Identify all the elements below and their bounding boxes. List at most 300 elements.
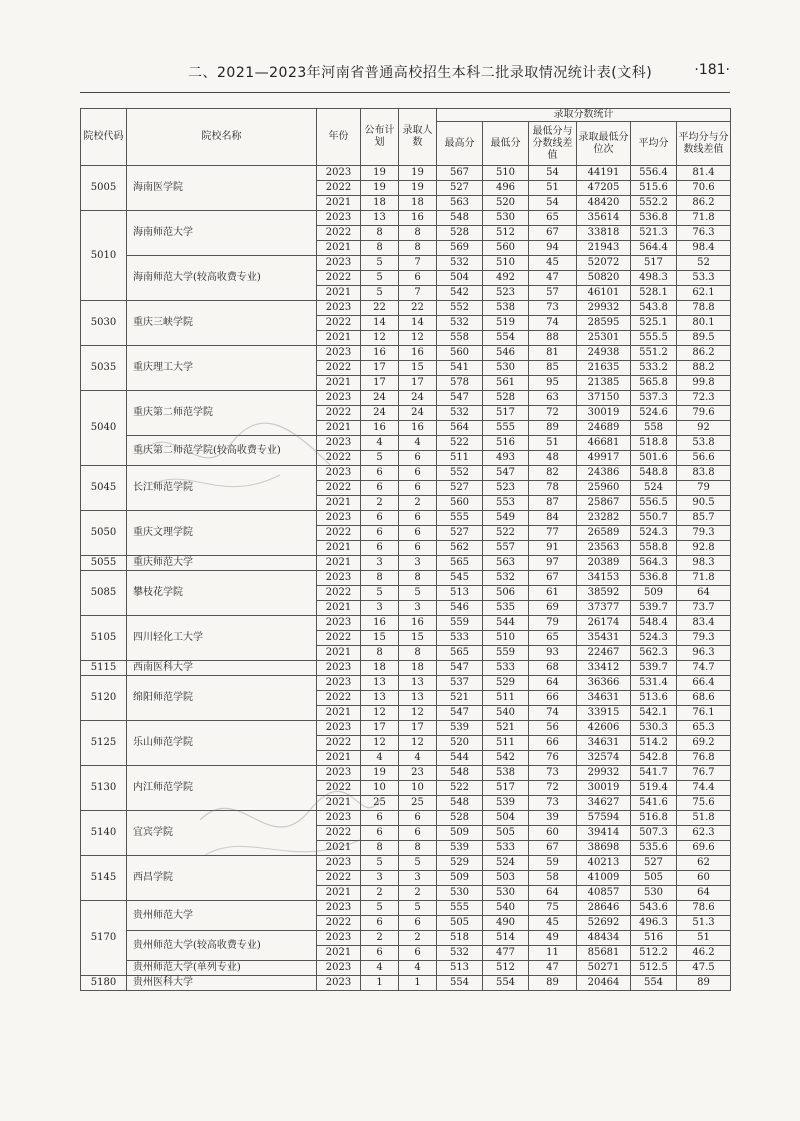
- cell-admitted: 5: [399, 856, 437, 871]
- cell-year: 2022: [317, 361, 361, 376]
- cell-max: 504: [437, 271, 483, 286]
- cell-plan: 22: [361, 301, 399, 316]
- cell-admitted: 16: [399, 616, 437, 631]
- cell-min-diff: 68: [529, 661, 577, 676]
- cell-avg: 518.8: [631, 436, 677, 451]
- cell-min-diff: 76: [529, 751, 577, 766]
- cell-max: 569: [437, 241, 483, 256]
- cell-avg-diff: 64: [677, 886, 731, 901]
- cell-avg-diff: 76.8: [677, 751, 731, 766]
- cell-min-rank: 26174: [577, 616, 631, 631]
- cell-min: 512: [483, 226, 529, 241]
- cell-admitted: 16: [399, 346, 437, 361]
- cell-min-rank: 22467: [577, 646, 631, 661]
- cell-code: 5010: [81, 211, 127, 301]
- cell-min-diff: 93: [529, 646, 577, 661]
- cell-name: 攀枝花学院: [127, 571, 317, 616]
- cell-plan: 2: [361, 886, 399, 901]
- cell-admitted: 3: [399, 601, 437, 616]
- cell-avg-diff: 96.3: [677, 646, 731, 661]
- cell-min: 511: [483, 691, 529, 706]
- cell-name: 海南师范大学(较高收费专业): [127, 256, 317, 301]
- cell-min-rank: 25301: [577, 331, 631, 346]
- cell-min: 533: [483, 841, 529, 856]
- table-row: [81, 961, 731, 976]
- cell-max: 565: [437, 646, 483, 661]
- cell-admitted: 5: [399, 901, 437, 916]
- cell-avg: 512.5: [631, 961, 677, 976]
- cell-plan: 6: [361, 526, 399, 541]
- cell-min-rank: 21635: [577, 361, 631, 376]
- cell-max: 518: [437, 931, 483, 946]
- cell-admitted: 8: [399, 241, 437, 256]
- cell-year: 2022: [317, 481, 361, 496]
- cell-max: 522: [437, 436, 483, 451]
- cell-admitted: 2: [399, 886, 437, 901]
- cell-year: 2021: [317, 376, 361, 391]
- cell-avg: 505: [631, 871, 677, 886]
- cell-min: 547: [483, 466, 529, 481]
- cell-plan: 1: [361, 976, 399, 991]
- cell-avg: 543.8: [631, 301, 677, 316]
- cell-plan: 13: [361, 691, 399, 706]
- cell-admitted: 6: [399, 826, 437, 841]
- cell-max: 528: [437, 226, 483, 241]
- cell-admitted: 6: [399, 481, 437, 496]
- cell-avg-diff: 89: [677, 976, 731, 991]
- cell-min: 540: [483, 901, 529, 916]
- cell-min: 493: [483, 451, 529, 466]
- table-row: [81, 976, 731, 991]
- cell-min-diff: 74: [529, 316, 577, 331]
- cell-admitted: 4: [399, 961, 437, 976]
- cell-plan: 18: [361, 196, 399, 211]
- table-row: [81, 256, 731, 271]
- cell-plan: 6: [361, 481, 399, 496]
- cell-admitted: 23: [399, 766, 437, 781]
- cell-max: 529: [437, 856, 483, 871]
- cell-min-diff: 66: [529, 691, 577, 706]
- cell-min: 553: [483, 496, 529, 511]
- cell-min-diff: 72: [529, 406, 577, 421]
- cell-year: 2021: [317, 496, 361, 511]
- cell-avg-diff: 76.7: [677, 766, 731, 781]
- cell-min: 514: [483, 931, 529, 946]
- cell-avg: 496.3: [631, 916, 677, 931]
- cell-year: 2023: [317, 466, 361, 481]
- cell-max: 532: [437, 316, 483, 331]
- cell-code: 5045: [81, 466, 127, 511]
- cell-year: 2023: [317, 661, 361, 676]
- cell-min-diff: 47: [529, 961, 577, 976]
- cell-avg: 531.4: [631, 676, 677, 691]
- cell-name: 重庆文理学院: [127, 511, 317, 556]
- cell-code: 5180: [81, 976, 127, 991]
- cell-avg-diff: 62: [677, 856, 731, 871]
- cell-min-diff: 59: [529, 856, 577, 871]
- cell-max: 563: [437, 196, 483, 211]
- cell-max: 527: [437, 526, 483, 541]
- cell-min-diff: 45: [529, 256, 577, 271]
- cell-year: 2022: [317, 736, 361, 751]
- cell-plan: 19: [361, 181, 399, 196]
- cell-min-rank: 46101: [577, 286, 631, 301]
- cell-admitted: 6: [399, 811, 437, 826]
- cell-min: 524: [483, 856, 529, 871]
- cell-max: 511: [437, 451, 483, 466]
- cell-name: 四川轻化工大学: [127, 616, 317, 661]
- cell-year: 2021: [317, 196, 361, 211]
- cell-plan: 16: [361, 421, 399, 436]
- cell-name: 长江师范学院: [127, 466, 317, 511]
- cell-min-rank: 35431: [577, 631, 631, 646]
- cell-min-rank: 25960: [577, 481, 631, 496]
- cell-admitted: 6: [399, 271, 437, 286]
- cell-year: 2022: [317, 406, 361, 421]
- cell-plan: 2: [361, 496, 399, 511]
- cell-min: 555: [483, 421, 529, 436]
- cell-min-diff: 48: [529, 451, 577, 466]
- cell-min-diff: 64: [529, 676, 577, 691]
- cell-admitted: 18: [399, 661, 437, 676]
- cell-min-diff: 73: [529, 301, 577, 316]
- cell-avg: 516.8: [631, 811, 677, 826]
- cell-min-rank: 30019: [577, 406, 631, 421]
- cell-min-diff: 97: [529, 556, 577, 571]
- cell-year: 2023: [317, 571, 361, 586]
- cell-max: 532: [437, 406, 483, 421]
- cell-avg-diff: 79.3: [677, 631, 731, 646]
- cell-plan: 8: [361, 226, 399, 241]
- cell-year: 2022: [317, 826, 361, 841]
- cell-plan: 4: [361, 961, 399, 976]
- admissions-table: [80, 108, 731, 991]
- cell-min-diff: 85: [529, 361, 577, 376]
- cell-max: 562: [437, 541, 483, 556]
- col-avg-diff: 平均分与分数线差值: [677, 122, 731, 166]
- cell-avg: 541.6: [631, 796, 677, 811]
- cell-min-diff: 63: [529, 391, 577, 406]
- cell-admitted: 24: [399, 406, 437, 421]
- cell-min-rank: 29932: [577, 766, 631, 781]
- cell-min-diff: 78: [529, 481, 577, 496]
- cell-year: 2021: [317, 646, 361, 661]
- cell-avg: 517: [631, 256, 677, 271]
- cell-avg-diff: 90.5: [677, 496, 731, 511]
- cell-name: 西昌学院: [127, 856, 317, 901]
- cell-min: 516: [483, 436, 529, 451]
- cell-year: 2023: [317, 346, 361, 361]
- page-number: ·181·: [694, 62, 730, 78]
- cell-year: 2022: [317, 451, 361, 466]
- cell-avg-diff: 64: [677, 586, 731, 601]
- cell-min-diff: 73: [529, 796, 577, 811]
- cell-avg-diff: 76.1: [677, 706, 731, 721]
- cell-plan: 12: [361, 331, 399, 346]
- cell-min-diff: 81: [529, 346, 577, 361]
- cell-plan: 2: [361, 931, 399, 946]
- cell-avg-diff: 76.3: [677, 226, 731, 241]
- cell-min-rank: 85681: [577, 946, 631, 961]
- cell-min-diff: 77: [529, 526, 577, 541]
- header-divider: [80, 92, 730, 93]
- cell-min: 530: [483, 211, 529, 226]
- cell-min-diff: 54: [529, 166, 577, 181]
- cell-avg-diff: 85.7: [677, 511, 731, 526]
- cell-admitted: 4: [399, 751, 437, 766]
- cell-year: 2022: [317, 181, 361, 196]
- cell-min: 517: [483, 406, 529, 421]
- cell-plan: 5: [361, 271, 399, 286]
- cell-plan: 5: [361, 856, 399, 871]
- cell-min-diff: 49: [529, 931, 577, 946]
- cell-avg: 524.3: [631, 631, 677, 646]
- cell-max: 565: [437, 556, 483, 571]
- cell-min-diff: 89: [529, 421, 577, 436]
- cell-plan: 17: [361, 376, 399, 391]
- cell-admitted: 8: [399, 226, 437, 241]
- cell-year: 2021: [317, 541, 361, 556]
- cell-min: 554: [483, 331, 529, 346]
- cell-min-rank: 33915: [577, 706, 631, 721]
- cell-plan: 16: [361, 616, 399, 631]
- cell-min-rank: 20389: [577, 556, 631, 571]
- cell-plan: 4: [361, 436, 399, 451]
- table-row: [81, 901, 731, 916]
- cell-max: 530: [437, 886, 483, 901]
- cell-plan: 6: [361, 826, 399, 841]
- cell-avg: 530: [631, 886, 677, 901]
- cell-min-rank: 29932: [577, 301, 631, 316]
- cell-year: 2023: [317, 511, 361, 526]
- cell-avg: 541.7: [631, 766, 677, 781]
- cell-admitted: 3: [399, 556, 437, 571]
- cell-avg: 524: [631, 481, 677, 496]
- cell-code: 5130: [81, 766, 127, 811]
- cell-admitted: 17: [399, 376, 437, 391]
- cell-max: 521: [437, 691, 483, 706]
- cell-plan: 13: [361, 211, 399, 226]
- cell-avg: 527: [631, 856, 677, 871]
- table-row: [81, 811, 731, 826]
- cell-max: 527: [437, 181, 483, 196]
- cell-year: 2021: [317, 241, 361, 256]
- cell-min-diff: 94: [529, 241, 577, 256]
- cell-max: 528: [437, 811, 483, 826]
- cell-avg-diff: 74.4: [677, 781, 731, 796]
- cell-admitted: 24: [399, 391, 437, 406]
- cell-code: 5035: [81, 346, 127, 391]
- col-plan: 公布计划: [361, 109, 399, 166]
- table-row: [81, 571, 731, 586]
- cell-min-diff: 58: [529, 871, 577, 886]
- cell-min-rank: 20464: [577, 976, 631, 991]
- cell-code: 5115: [81, 661, 127, 676]
- cell-min-rank: 52072: [577, 256, 631, 271]
- cell-max: 558: [437, 331, 483, 346]
- cell-min-rank: 48420: [577, 196, 631, 211]
- cell-min: 554: [483, 976, 529, 991]
- cell-min: 544: [483, 616, 529, 631]
- cell-max: 554: [437, 976, 483, 991]
- cell-name: 海南医学院: [127, 166, 317, 211]
- cell-max: 567: [437, 166, 483, 181]
- col-min-rank: 录取最低分位次: [577, 122, 631, 166]
- cell-max: 548: [437, 211, 483, 226]
- cell-min: 542: [483, 751, 529, 766]
- cell-max: 522: [437, 781, 483, 796]
- cell-max: 533: [437, 631, 483, 646]
- cell-code: 5145: [81, 856, 127, 901]
- cell-min: 557: [483, 541, 529, 556]
- cell-plan: 24: [361, 406, 399, 421]
- cell-max: 542: [437, 286, 483, 301]
- cell-max: 544: [437, 751, 483, 766]
- cell-code: 5005: [81, 166, 127, 211]
- col-avg: 平均分: [631, 122, 677, 166]
- cell-plan: 12: [361, 736, 399, 751]
- cell-min: 510: [483, 631, 529, 646]
- page-title: 二、2021—2023年河南省普通高校招生本科二批录取情况统计表(文科): [188, 65, 653, 81]
- cell-avg-diff: 52: [677, 256, 731, 271]
- cell-avg: 565.8: [631, 376, 677, 391]
- cell-min-rank: 40857: [577, 886, 631, 901]
- cell-year: 2021: [317, 331, 361, 346]
- cell-plan: 19: [361, 166, 399, 181]
- cell-name: 宜宾学院: [127, 811, 317, 856]
- cell-avg: 533.2: [631, 361, 677, 376]
- cell-avg-diff: 78.8: [677, 301, 731, 316]
- cell-plan: 8: [361, 646, 399, 661]
- cell-min: 520: [483, 196, 529, 211]
- cell-min-rank: 25867: [577, 496, 631, 511]
- table-row: [81, 616, 731, 631]
- cell-min-rank: 50271: [577, 961, 631, 976]
- cell-avg: 530.3: [631, 721, 677, 736]
- cell-min-diff: 57: [529, 286, 577, 301]
- cell-avg: 548.4: [631, 616, 677, 631]
- cell-min-diff: 66: [529, 736, 577, 751]
- cell-avg-diff: 80.1: [677, 316, 731, 331]
- cell-year: 2023: [317, 931, 361, 946]
- cell-min: 477: [483, 946, 529, 961]
- cell-plan: 5: [361, 256, 399, 271]
- cell-avg-diff: 75.6: [677, 796, 731, 811]
- cell-avg: 513.6: [631, 691, 677, 706]
- cell-min-rank: 48434: [577, 931, 631, 946]
- cell-min-rank: 32574: [577, 751, 631, 766]
- cell-admitted: 8: [399, 571, 437, 586]
- cell-max: 532: [437, 946, 483, 961]
- col-code: 院校代码: [81, 109, 127, 166]
- cell-name: 绵阳师范学院: [127, 676, 317, 721]
- cell-year: 2022: [317, 691, 361, 706]
- cell-code: 5140: [81, 811, 127, 856]
- cell-avg-diff: 88.2: [677, 361, 731, 376]
- cell-min-diff: 65: [529, 631, 577, 646]
- cell-year: 2023: [317, 976, 361, 991]
- cell-avg: 542.1: [631, 706, 677, 721]
- cell-max: 560: [437, 346, 483, 361]
- cell-code: 5125: [81, 721, 127, 766]
- cell-min: 510: [483, 166, 529, 181]
- cell-admitted: 2: [399, 931, 437, 946]
- cell-year: 2022: [317, 871, 361, 886]
- cell-max: 513: [437, 586, 483, 601]
- cell-min-rank: 38592: [577, 586, 631, 601]
- cell-avg-diff: 46.2: [677, 946, 731, 961]
- cell-min-diff: 95: [529, 376, 577, 391]
- cell-min-rank: 33412: [577, 661, 631, 676]
- cell-avg-diff: 73.7: [677, 601, 731, 616]
- cell-min-diff: 61: [529, 586, 577, 601]
- cell-plan: 6: [361, 511, 399, 526]
- cell-plan: 6: [361, 466, 399, 481]
- cell-max: 555: [437, 901, 483, 916]
- cell-min-rank: 42606: [577, 721, 631, 736]
- cell-min-rank: 24689: [577, 421, 631, 436]
- cell-plan: 14: [361, 316, 399, 331]
- cell-min: 539: [483, 796, 529, 811]
- cell-min: 535: [483, 601, 529, 616]
- cell-min-rank: 47205: [577, 181, 631, 196]
- cell-min-rank: 28646: [577, 901, 631, 916]
- cell-max: 548: [437, 766, 483, 781]
- cell-max: 505: [437, 916, 483, 931]
- cell-avg: 524.3: [631, 526, 677, 541]
- cell-year: 2021: [317, 841, 361, 856]
- cell-min-diff: 74: [529, 706, 577, 721]
- cell-plan: 8: [361, 241, 399, 256]
- table-row: [81, 466, 731, 481]
- cell-code: 5050: [81, 511, 127, 556]
- cell-plan: 5: [361, 586, 399, 601]
- cell-avg: 543.6: [631, 901, 677, 916]
- cell-plan: 4: [361, 751, 399, 766]
- cell-avg-diff: 98.3: [677, 556, 731, 571]
- cell-avg: 550.7: [631, 511, 677, 526]
- table-row: [81, 166, 731, 181]
- cell-admitted: 7: [399, 256, 437, 271]
- cell-admitted: 8: [399, 646, 437, 661]
- cell-min-rank: 30019: [577, 781, 631, 796]
- cell-max: 552: [437, 466, 483, 481]
- cell-name: 贵州师范大学: [127, 901, 317, 931]
- cell-avg-diff: 99.8: [677, 376, 731, 391]
- cell-min-rank: 23563: [577, 541, 631, 556]
- cell-min: 533: [483, 661, 529, 676]
- cell-plan: 17: [361, 361, 399, 376]
- table-row: [81, 211, 731, 226]
- cell-max: 559: [437, 616, 483, 631]
- cell-name: 海南师范大学: [127, 211, 317, 256]
- cell-min-diff: 89: [529, 976, 577, 991]
- cell-avg-diff: 56.6: [677, 451, 731, 466]
- cell-max: 539: [437, 841, 483, 856]
- cell-year: 2023: [317, 766, 361, 781]
- cell-min: 563: [483, 556, 529, 571]
- cell-year: 2022: [317, 586, 361, 601]
- cell-admitted: 10: [399, 781, 437, 796]
- cell-year: 2021: [317, 946, 361, 961]
- cell-min-diff: 69: [529, 601, 577, 616]
- cell-admitted: 5: [399, 586, 437, 601]
- cell-min-diff: 82: [529, 466, 577, 481]
- cell-min-diff: 67: [529, 841, 577, 856]
- col-year: 年份: [317, 109, 361, 166]
- cell-admitted: 6: [399, 916, 437, 931]
- cell-min: 510: [483, 256, 529, 271]
